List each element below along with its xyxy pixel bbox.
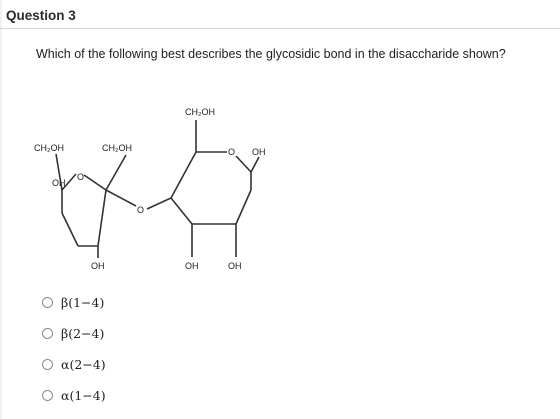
label-ch2oh-left-b: CH₂OH [102, 143, 132, 153]
option-beta-1-4[interactable] [42, 287, 106, 318]
option-label: β(1−4) [61, 295, 105, 310]
pyranose-ring [147, 120, 259, 257]
label-ring-o-left: O [77, 172, 85, 182]
question-header: Question 3 [6, 8, 76, 23]
question-text: Which of the following best describes the glycosidic bond in the disaccharide shown? [36, 47, 506, 61]
label-glycosidic-o: O [137, 205, 145, 215]
option-beta-2-4[interactable] [42, 318, 106, 349]
option-alpha-1-4[interactable] [42, 380, 106, 411]
radio-button[interactable] [42, 359, 53, 370]
header-divider [0, 28, 560, 29]
label-oh-right: OH [252, 147, 266, 157]
page-left-edge [0, 0, 2, 419]
radio-button[interactable] [42, 297, 53, 308]
option-label: α(2−4) [61, 357, 106, 372]
label-oh-right-bottom-a: OH [185, 261, 199, 271]
option-label: α(1−4) [61, 388, 106, 403]
option-alpha-2-4[interactable] [42, 349, 106, 380]
furanose-ring [56, 154, 136, 258]
radio-button[interactable] [42, 328, 53, 339]
option-label: β(2−4) [61, 326, 105, 341]
label-ch2oh-right: CH₂OH [185, 107, 215, 117]
label-ring-o-right: O [228, 147, 236, 157]
radio-button[interactable] [42, 390, 53, 401]
label-ch2oh-left-a: CH₂OH [34, 143, 64, 153]
label-oh-left-bottom: OH [91, 261, 105, 271]
answer-options [42, 287, 106, 411]
label-oh-right-bottom-b: OH [228, 261, 242, 271]
label-oh-left-top: OH [52, 178, 66, 188]
